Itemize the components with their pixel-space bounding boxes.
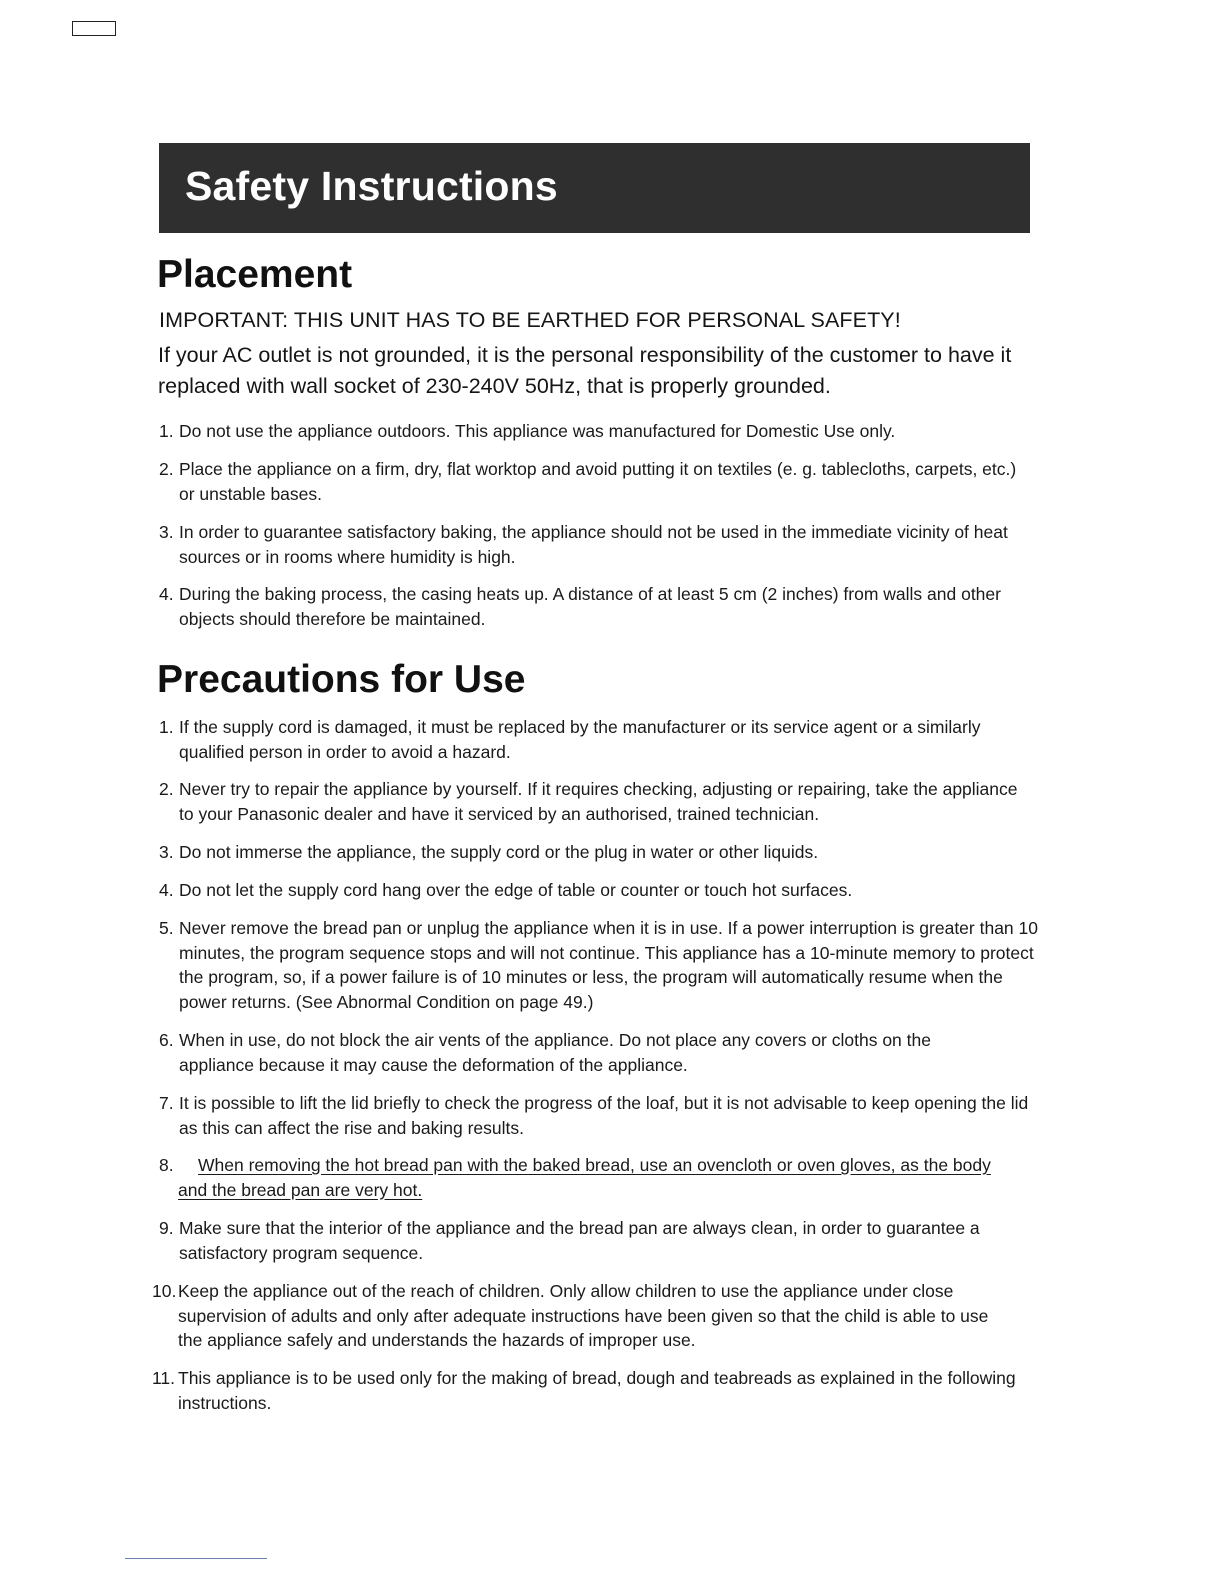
item-number: 6. bbox=[159, 1030, 174, 1050]
item-number: 2. bbox=[159, 459, 174, 479]
item-text: When removing the hot bread pan with the baked bread, use an ovencloth or oven gloves, as the body and the bread pan are very hot. bbox=[178, 1155, 991, 1200]
placement-item bbox=[159, 520, 1029, 569]
item-text: During the baking process, the casing heats up. A distance of at least 5 cm (2 inches) from walls and other objects should therefore be maintained. bbox=[179, 584, 1001, 629]
item-number: 9. bbox=[159, 1218, 174, 1238]
precaution-item bbox=[152, 1279, 997, 1353]
item-number: 7. bbox=[159, 1093, 174, 1113]
precautions-heading: Precautions for Use bbox=[157, 658, 526, 701]
item-number: 8. bbox=[159, 1155, 174, 1175]
precaution-item bbox=[159, 777, 1019, 826]
title-banner bbox=[159, 143, 1030, 233]
item-text: Keep the appliance out of the reach of children. Only allow children to use the appliance under close supervision of adults and only after adequate instructions have been given so that the child is able to use the appliance safely and understands the hazards of improper use. bbox=[178, 1281, 989, 1350]
item-text: When in use, do not block the air vents of the appliance. Do not place any covers or cloths on the appliance because it may cause the deformation of the appliance. bbox=[179, 1030, 931, 1075]
precaution-item bbox=[159, 840, 1049, 865]
placement-item bbox=[159, 582, 1019, 631]
item-number: 3. bbox=[159, 522, 174, 542]
item-number: 10. bbox=[152, 1281, 177, 1301]
footer-rule bbox=[125, 1558, 267, 1559]
item-text: Never remove the bread pan or unplug the appliance when it is in use. If a power interruption is greater than 10 minutes, the program sequence stops and will not continue. This appliance has a 10-minute memory to protect the program, so, if a power failure is of 10 minutes or less, the program will automatically resume when the power returns. (See Abnormal Condition on page 49.) bbox=[179, 918, 1038, 1012]
precaution-item bbox=[159, 878, 1049, 903]
precaution-item bbox=[159, 1028, 979, 1077]
item-text: This appliance is to be used only for the making of bread, dough and teabreads as explained in the following instructions. bbox=[178, 1368, 1016, 1413]
placement-item bbox=[159, 457, 1034, 506]
item-number: 5. bbox=[159, 918, 174, 938]
item-text: Do not use the appliance outdoors. This appliance was manufactured for Domestic Use only. bbox=[179, 421, 896, 441]
precaution-item bbox=[159, 916, 1054, 1014]
item-text: In order to guarantee satisfactory baking, the appliance should not be used in the immediate vicinity of heat sources or in rooms where humidity is high. bbox=[179, 522, 1008, 567]
placement-item bbox=[159, 419, 1029, 444]
item-text: If the supply cord is damaged, it must be replaced by the manufacturer or its service agent or a similarly qualified person in order to avoid a hazard. bbox=[179, 717, 981, 762]
item-number: 4. bbox=[159, 880, 174, 900]
placement-heading: Placement bbox=[157, 253, 353, 296]
item-text: Do not let the supply cord hang over the edge of table or counter or touch hot surfaces. bbox=[179, 880, 853, 900]
item-number: 1. bbox=[159, 717, 174, 737]
item-number: 3. bbox=[159, 842, 174, 862]
precaution-item bbox=[152, 1366, 1047, 1415]
page-title: Safety Instructions bbox=[185, 163, 558, 209]
item-text: Do not immerse the appliance, the supply cord or the plug in water or other liquids. bbox=[179, 842, 819, 862]
item-number: 4. bbox=[159, 584, 174, 604]
precaution-item bbox=[159, 715, 1039, 764]
item-number: 11. bbox=[152, 1368, 176, 1388]
item-number: 1. bbox=[159, 421, 174, 441]
precaution-item bbox=[159, 1216, 1034, 1265]
item-number: 2. bbox=[159, 779, 174, 799]
item-text: It is possible to lift the lid briefly to check the progress of the loaf, but it is not advisable to keep opening the lid as this can affect the rise and baking results. bbox=[179, 1093, 1029, 1138]
grounding-paragraph: If your AC outlet is not grounded, it is the personal responsibility of the customer to have it replaced with wall socket of 230-240V 50Hz, that is properly grounded. bbox=[158, 343, 1012, 398]
item-text: Place the appliance on a firm, dry, flat worktop and avoid putting it on textiles (e. g. tablecloths, carpets, etc.) or unstable bases. bbox=[179, 459, 1017, 504]
item-text: Make sure that the interior of the appliance and the bread pan are always clean, in order to guarantee a satisfactory program sequence. bbox=[179, 1218, 980, 1263]
precaution-item bbox=[159, 1091, 1029, 1140]
corner-registration-box bbox=[72, 21, 116, 36]
item-text: Never try to repair the appliance by yourself. If it requires checking, adjusting or repairing, take the appliance to your Panasonic dealer and have it serviced by an authorised, trained technician. bbox=[179, 779, 1018, 824]
precaution-item-warning bbox=[159, 1153, 1049, 1202]
important-notice: IMPORTANT: THIS UNIT HAS TO BE EARTHED FOR PERSONAL SAFETY! bbox=[159, 308, 901, 332]
